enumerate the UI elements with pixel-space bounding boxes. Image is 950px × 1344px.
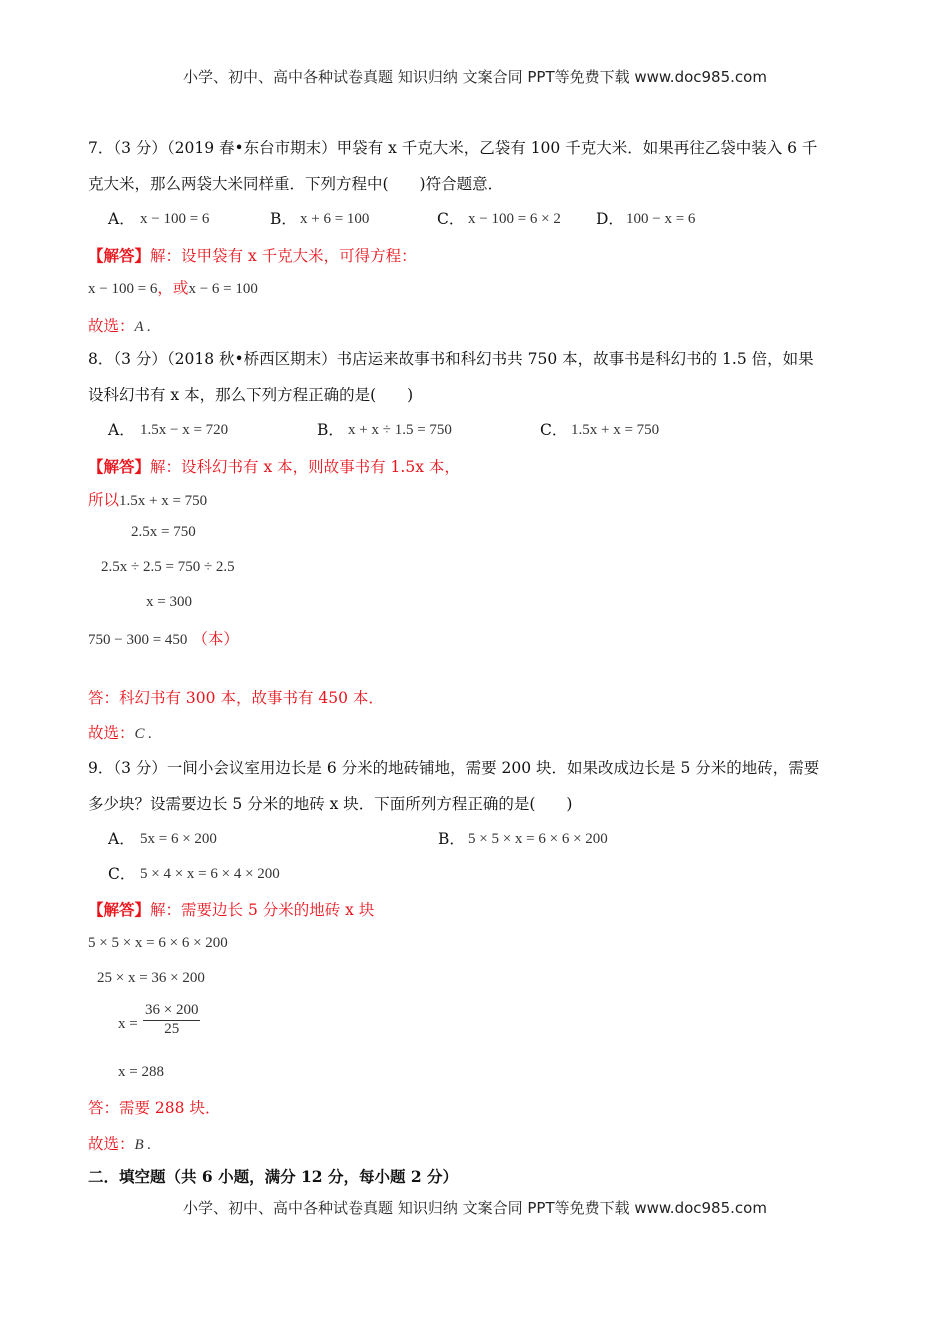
q9-option-c-label: C． [108,865,136,883]
q8-eq1: 1.5x + x = 750 [119,493,208,509]
q8-option-b-label: B． [317,421,344,439]
q8-choice-label: 故选： [88,724,135,742]
q9-option-c: 5 × 4 × x = 6 × 4 × 200 [140,866,280,882]
q9-answer-line1 [88,900,374,920]
q7-answer-eq2: x − 6 = 100 [188,281,258,297]
q8-stem-line1: 8．（3 分）（2018 秋•桥西区期末）书店运来故事书和科幻书共 750 本，故事书是科幻书的 1.5 倍，如果 [88,350,814,368]
q9-eq2: 25 × x = 36 × 200 [97,970,205,986]
q7-option-d: 100 − x = 6 [626,211,696,227]
q9-answer-text: 解：需要边长 5 分米的地砖 x 块 [150,901,375,919]
q9-option-b-label: B． [438,830,465,848]
q9-eq3-numerator: 36 × 200 [143,1002,200,1021]
q8-answer-tag: 【解答】 [88,457,151,476]
q9-eq1: 5 × 5 × x = 6 × 6 × 200 [88,935,228,951]
q8-answer: 答：科幻书有 300 本，故事书有 450 本． [88,689,384,707]
q7-option-a-label: A． [108,210,135,228]
q9-option-a-label: A． [108,830,135,848]
q9-stem-line1: 9．（3 分）一间小会议室用边长是 6 分米的地砖铺地，需要 200 块．如果改成边长是 5 分米的地砖，需要 [88,759,820,777]
q9-eq3-denominator: 25 [164,1021,180,1037]
q9-choice-value: B . [134,1137,152,1153]
q8-choice [88,723,152,744]
q7-answer-equations [88,278,258,299]
q8-choice-value: C . [134,726,153,742]
q7-answer-line1 [88,246,417,266]
q8-option-a-label: A． [108,421,135,439]
q9-stem-line2: 多少块？设需要边长 5 分米的地砖 x 块．下面所列方程正确的是( ) [88,795,573,813]
q8-stem-line2: 设科幻书有 x 本，那么下列方程正确的是( ) [88,386,414,404]
q7-answer-text: 解：设甲袋有 x 千克大米，可得方程： [150,247,417,265]
header-banner: 小学、初中、高中各种试卷真题 知识归纳 文案合同 PPT等免费下载 www.doc985.com [183,68,767,86]
q7-option-b-label: B． [270,210,297,228]
q7-stem-line1: 7．（3 分）（2019 春•东台市期末）甲袋有 x 千克大米，乙袋有 100 千克大米．如果再往乙袋中装入 6 千 [88,139,818,157]
q7-answer-eq1: x − 100 = 6 [88,281,158,297]
q8-step1 [88,490,207,511]
q8-eq3: 2.5x ÷ 2.5 = 750 ÷ 2.5 [101,559,235,575]
q7-option-d-label: D． [596,210,624,228]
q9-eq3-lhs: x = [118,1016,138,1032]
q7-choice-value: A . [134,319,151,335]
q9-option-a: 5x = 6 × 200 [140,831,217,847]
q9-answer: 答：需要 288 块． [88,1099,221,1117]
q7-option-c-label: C． [437,210,465,228]
q8-option-c-label: C． [540,421,568,439]
q8-step5 [88,629,239,650]
q9-option-b: 5 × 5 × x = 6 × 6 × 200 [468,831,608,847]
q7-choice-label: 故选： [88,317,135,335]
q8-eq4: x = 300 [146,594,192,610]
q8-eq5: 750 − 300 = 450 [88,632,188,648]
q9-eq3-fraction [143,1002,200,1038]
q7-answer-or: ，或 [157,279,189,297]
footer-banner: 小学、初中、高中各种试卷真题 知识归纳 文案合同 PPT等免费下载 www.doc985.com [183,1199,767,1217]
q7-option-c: x − 100 = 6 × 2 [468,211,561,227]
q7-answer-tag: 【解答】 [88,246,151,265]
q8-so: 所以 [88,491,120,509]
q9-eq4: x = 288 [118,1064,164,1080]
q7-option-b: x + 6 = 100 [300,211,370,227]
q9-answer-tag: 【解答】 [88,900,151,919]
q8-option-a: 1.5x − x = 720 [140,422,229,438]
q7-choice [88,316,151,337]
q8-unit: （本） [192,630,239,648]
q9-choice-label: 故选： [88,1135,135,1153]
section-2-heading: 二．填空题（共 6 小题，满分 12 分，每小题 2 分） [88,1167,459,1186]
q8-answer-line1 [88,457,460,477]
q7-option-a: x − 100 = 6 [140,211,210,227]
q8-option-c: 1.5x + x = 750 [571,422,660,438]
q8-answer-text: 解：设科幻书有 x 本，则故事书有 1.5x 本， [150,458,460,476]
q9-choice [88,1134,151,1155]
q8-option-b: x + x ÷ 1.5 = 750 [348,422,452,438]
q7-stem-line2: 克大米，那么两袋大米同样重．下列方程中( )符合题意． [88,175,504,193]
q8-eq2: 2.5x = 750 [131,524,196,540]
